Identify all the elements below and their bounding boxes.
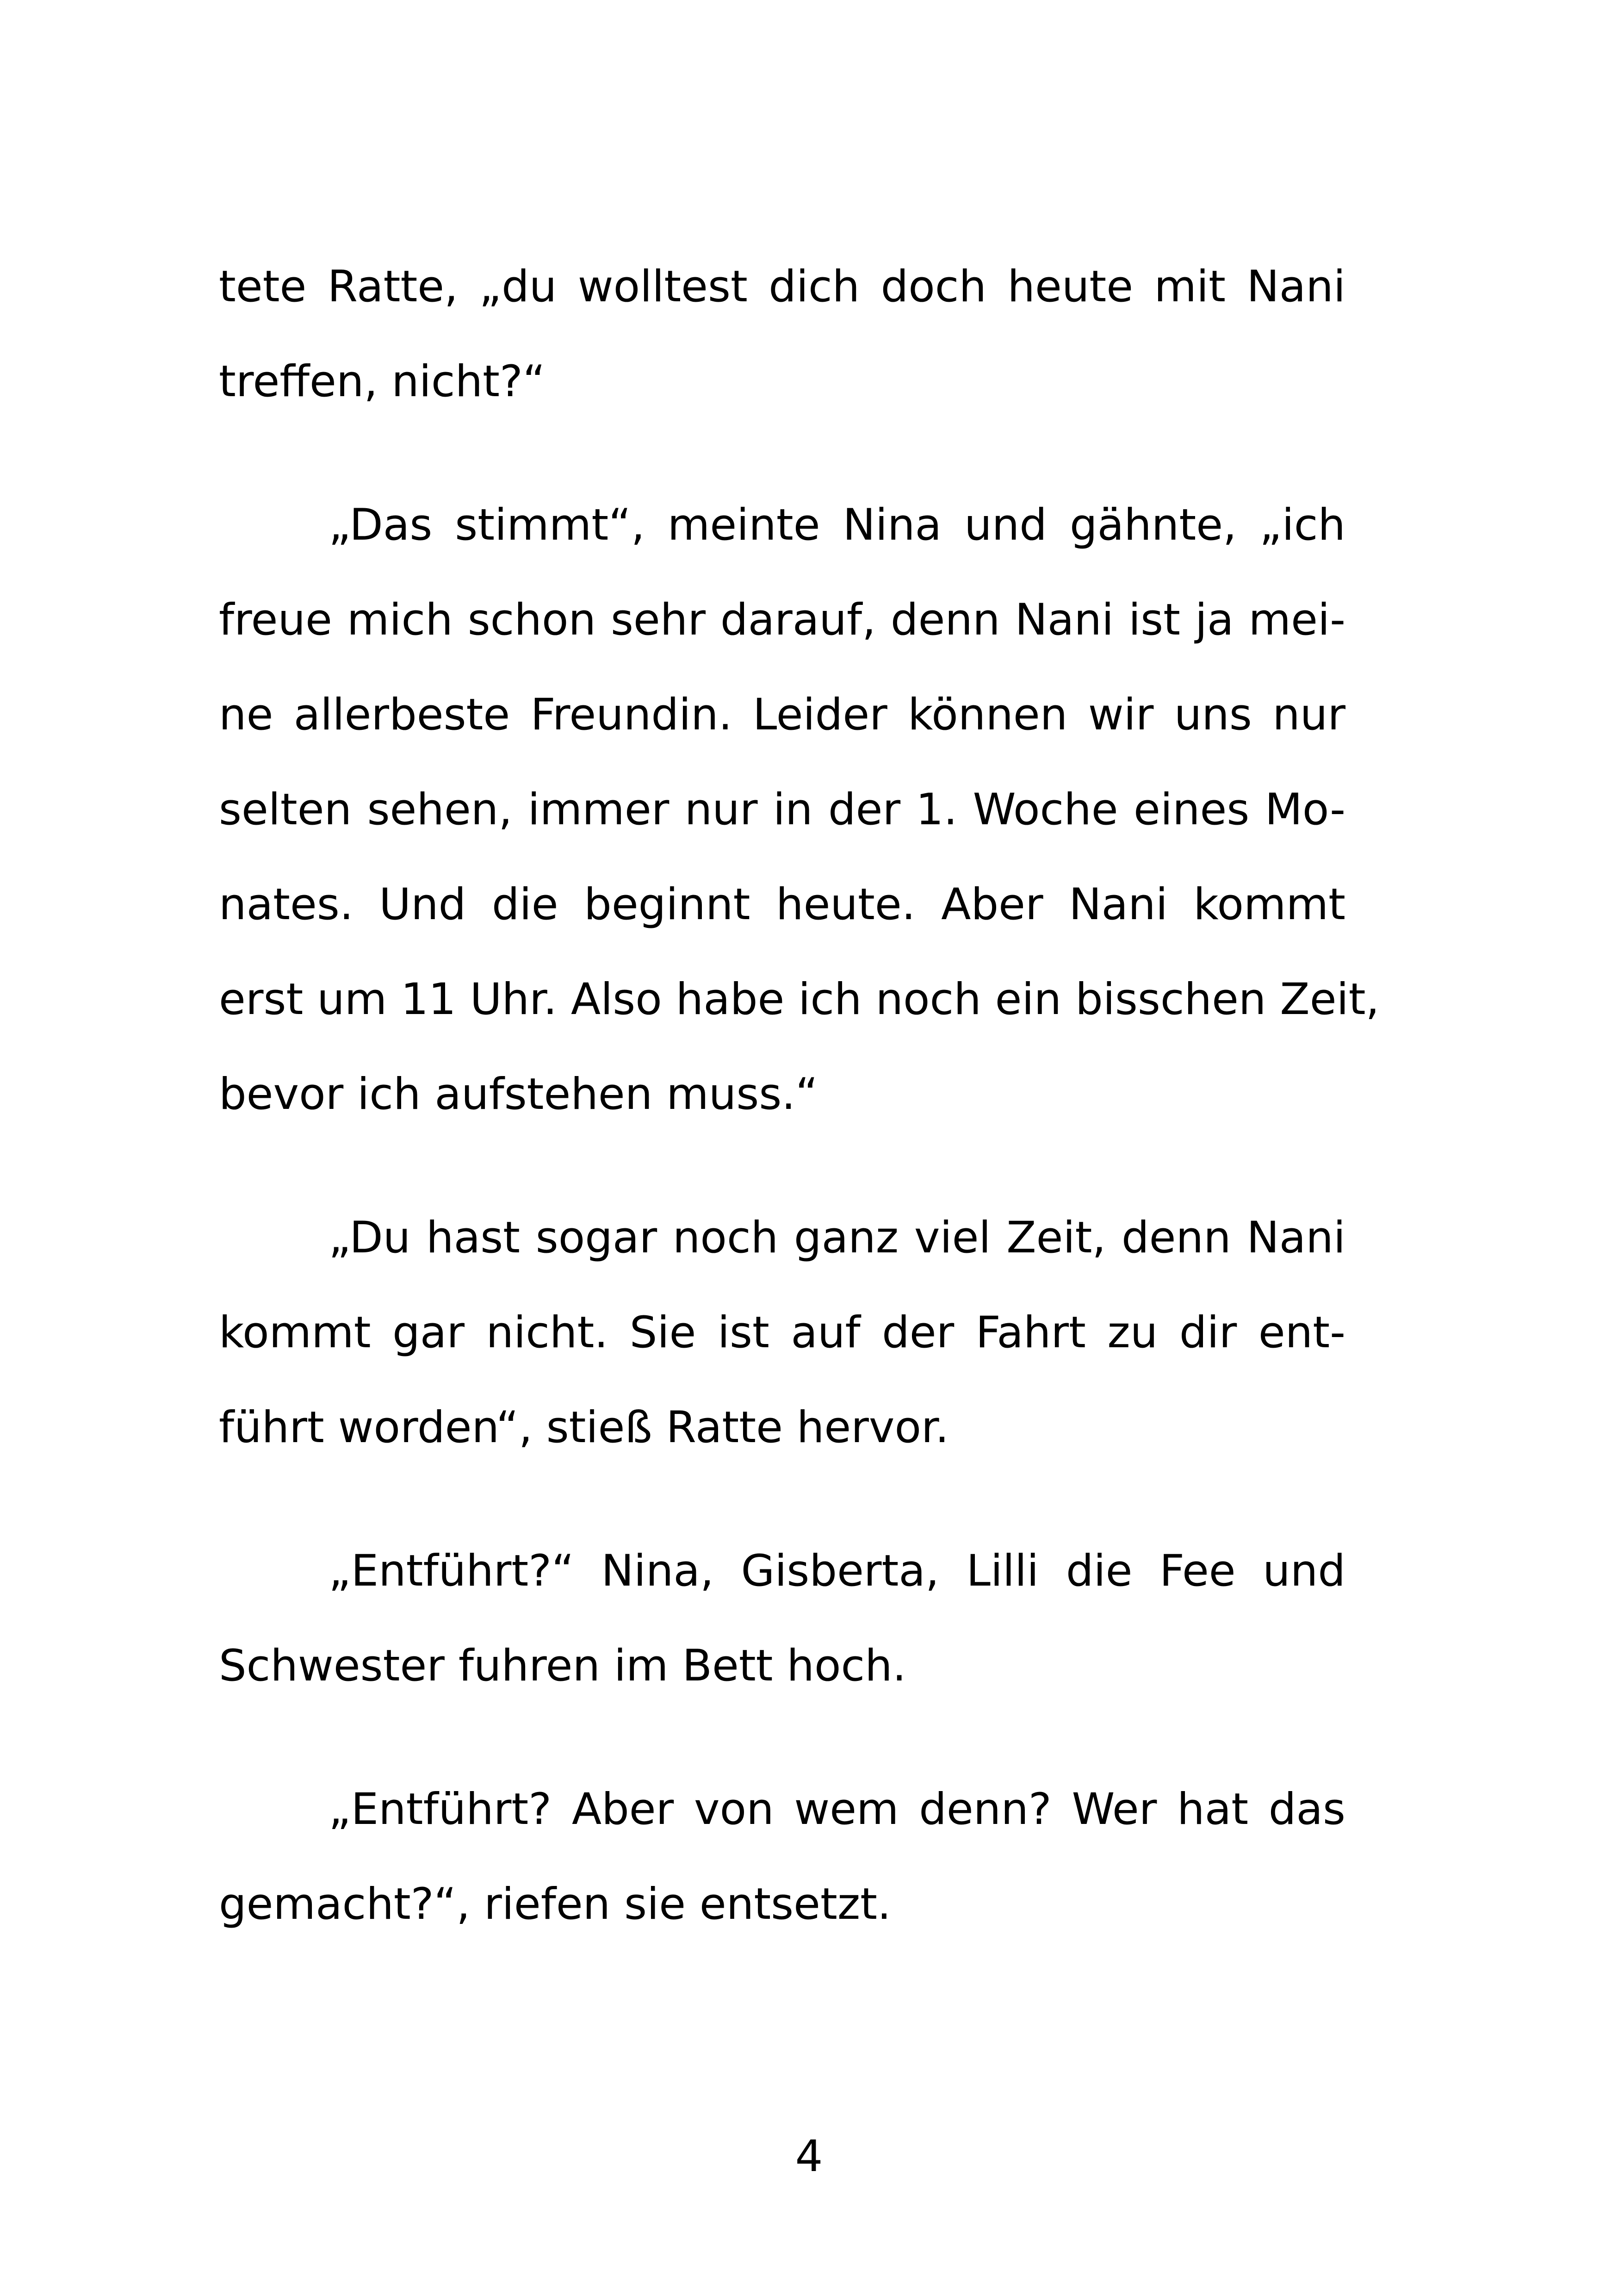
- text-line: ne allerbeste Freundin. Leider können wir uns nur: [219, 690, 1345, 740]
- text-line: „Das stimmt“, meinte Nina und gähnte, „ich: [329, 500, 1345, 550]
- text-line: tete Ratte, „du wolltest dich doch heute mit Nani: [219, 261, 1345, 312]
- text-line: nates. Und die beginnt heute. Aber Nani kommt: [219, 879, 1345, 930]
- text-line: Schwester fuhren im Bett hoch.: [219, 1641, 906, 1691]
- text-line: gemacht?“, riefen sie entsetzt.: [219, 1879, 891, 1929]
- text-line: bevor ich aufstehen muss.“: [219, 1069, 818, 1120]
- text-line: erst um 11 Uhr. Also habe ich noch ein bisschen Zeit,: [219, 974, 1380, 1025]
- text-line: „Entführt?“ Nina, Gisberta, Lilli die Fee und: [329, 1546, 1345, 1596]
- page-number: 4: [795, 2131, 823, 2182]
- text-line: kommt gar nicht. Sie ist auf der Fahrt zu dir ent-: [219, 1307, 1345, 1358]
- text-line: „Entführt? Aber von wem denn? Wer hat das: [329, 1784, 1345, 1835]
- text-line: führt worden“, stieß Ratte hervor.: [219, 1402, 949, 1453]
- text-line: „Du hast sogar noch ganz viel Zeit, denn Nani: [329, 1213, 1345, 1263]
- text-line: treffen, nicht?“: [219, 356, 546, 407]
- text-line: selten sehen, immer nur in der 1. Woche eines Mo-: [219, 784, 1345, 835]
- text-line: freue mich schon sehr darauf, denn Nani ist ja mei-: [219, 595, 1345, 645]
